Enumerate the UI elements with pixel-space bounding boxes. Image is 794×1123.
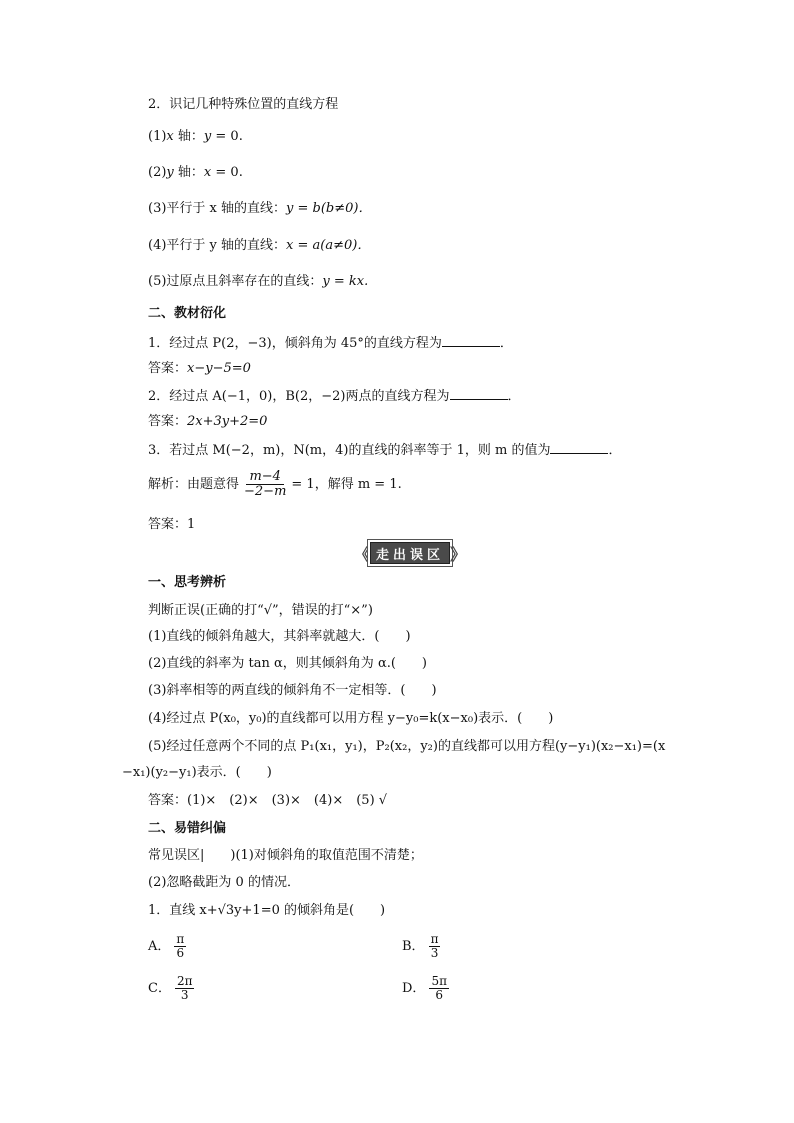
option-d: D． $\frac{5\pi}{6}$	[402, 974, 447, 1002]
option-c: C． $\frac{2\pi}{3}$	[148, 974, 193, 1002]
think-answer: 答案：(1)× (2)× (3)× (4)× (5) √	[148, 793, 388, 808]
banner-left-chevron: 《	[354, 544, 371, 564]
textbook-q2: 2．经过点 A(−1，0)，B(2，−2)两点的直线方程为 ．	[148, 389, 521, 404]
error-common2: (2)忽略截距为 0 的情况．	[148, 875, 300, 890]
answer-blank	[450, 387, 508, 400]
option-b: B． $\frac{\pi}{3}$	[402, 932, 439, 960]
textbook-a3: 答案：1	[148, 517, 196, 532]
item-y-axis: (2)y 轴：x = 0.	[148, 165, 243, 180]
textbook-solution: 解析：由题意得 $\frac{m-4}{-2-m}$ = 1，解得 m = 1.	[148, 469, 402, 499]
think-q4: (4)经过点 P(x₀，y₀)的直线都可以用方程 y−y₀=k(x−x₀)表示．( )	[148, 711, 554, 726]
error-heading: 二、易错纠偏	[148, 821, 227, 836]
item-through-origin: (5)过原点且斜率存在的直线：y = kx.	[148, 274, 369, 289]
think-heading: 一、思考辨析	[148, 575, 227, 590]
textbook-q1: 1．经过点 P(2，−3)，倾斜角为 45°的直线方程为 ．	[148, 336, 513, 351]
item-parallel-x: (3)平行于 x 轴的直线：y = b(b≠0)．	[148, 201, 372, 216]
think-q2: (2)直线的斜率为 tan α，则其倾斜角为 α.( )	[148, 656, 427, 671]
section2-title: 2．识记几种特殊位置的直线方程	[148, 97, 339, 112]
item-x-axis: (1)x 轴：y = 0.	[148, 129, 243, 144]
think-q1: (1)直线的倾斜角越大，其斜率就越大．( )	[148, 629, 411, 644]
item-parallel-y: (4)平行于 y 轴的直线：x = a(a≠0)．	[148, 238, 371, 253]
section-banner	[354, 542, 466, 564]
error-common: 常见误区| )(1)对倾斜角的取值范围不清楚；	[148, 848, 423, 863]
error-q1: 1．直线 x+√3y+1=0 的倾斜角是( )	[148, 903, 386, 918]
answer-blank	[442, 334, 500, 347]
think-q5-line1: (5)经过任意两个不同的点 P₁(x₁，y₁)，P₂(x₂，y₂)的直线都可以用方程(y−y₁)(x₂−x₁)=(x	[148, 739, 666, 754]
textbook-q3: 3．若过点 M(−2，m)，N(m，4)的直线的斜率等于 1，则 m 的值为 ．	[148, 443, 622, 458]
textbook-a1: 答案：x−y−5=0	[148, 361, 251, 376]
textbook-a2: 答案：2x+3y+2=0	[148, 414, 268, 429]
banner-right-chevron: 》	[449, 544, 466, 564]
answer-blank	[550, 441, 608, 454]
think-q3: (3)斜率相等的两直线的倾斜角不一定相等．( )	[148, 683, 437, 698]
option-a: A． $\frac{\pi}{6}$	[148, 932, 185, 960]
textbook-heading: 二、教材衍化	[148, 306, 227, 321]
solution-fraction: $\frac{m-4}{-2-m}$	[244, 469, 287, 499]
think-intro: 判断正误(正确的打“√”，错误的打“×”)	[148, 603, 373, 618]
think-q5-line2: −x₁)(y₂−y₁)表示．( )	[122, 765, 272, 780]
banner-title: 走出误区	[370, 542, 450, 564]
